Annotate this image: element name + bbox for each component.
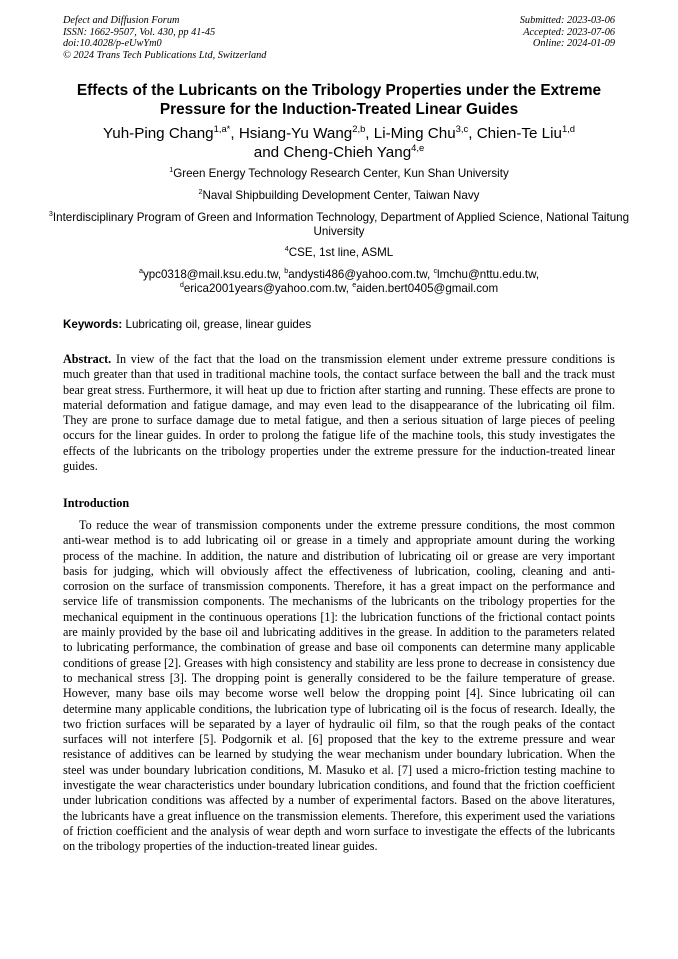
accepted-date: Accepted: 2023-07-06 <box>523 26 615 38</box>
affiliation-text: Green Energy Technology Research Center, Kun Shan University <box>173 167 509 180</box>
author-name: Hsiang-Yu Wang <box>238 125 353 142</box>
online-date: Online: 2024-01-09 <box>532 38 615 50</box>
introduction-paragraph: To reduce the wear of transmission components under the extreme pressure conditions, the most common anti-wear method is to add lubricating oil or grease in a timely and appropriate amount during the working process of the machine. In addition, the nature and distribution of lubricating oil or grease are very important basis for judging, which will obviously affect the effectiveness of lubrication, cooling, cleaning and anti-corrosion on the surface of transmission components. Therefore, it has a great impact on the performance and service life of transmission components. The mechanisms of the lubricants on the tribology properties for the mechanical equipment in the continuous operations [1]: the lubrication functions of the frictional contact points are mainly provided by the base oil and lubricating additives in the grease. In addition to the parameters related to lubricating performance, the combination of grease and base oil components can determine many applicable conditions of grease [2]. Greases with high consistency and stability are less prone to decrease in consistency due to mechanical stress [3]. The dropping point is generally considered to be the failure temperature of grease. However, many base oils may become worse well below the dropping point [4]. Since lubricating oil can determine many applicable conditions, the lubrication type of lubricating oil is the focus of research. Ideally, the two friction surfaces will be separated by a layer of hydraulic oil film, so that the rough peaks of the contact surfaces will not interfere [5]. Podgornik et al. [6] proposed that the key to the extreme pressure and wear resistance of additives can be learned by studying the wear mechanism under boundary lubrication. When the steel was under boundary lubrication conditions, M. Masuko et al. [7] used a micro-friction testing machine to investigate the wear characteristics under boundary lubrication conditions, and found that the friction coefficient under lubrication conditions was affected by a number of experimental factors. Based on the above literatures, the lubricants have a great influence on the transmission elements. Therefore, this experiment used the variations of friction coefficient and the analysis of wear depth and worn surface to investigate the effects of the lubricants on the tribology properties of the induction-treated linear guides. <box>63 518 615 854</box>
author-superscript: 1,d <box>561 122 576 134</box>
copyright: © 2024 Trans Tech Publications Ltd, Switzerland <box>63 49 267 61</box>
author-separator: , <box>230 125 235 142</box>
publication-dates <box>520 15 615 50</box>
email-superscript: c <box>433 266 438 276</box>
affiliation-3 <box>40 211 638 240</box>
affiliation-superscript: 4 <box>284 244 289 254</box>
author-superscript: 3,c <box>455 122 469 134</box>
email-address: erica2001years@yahoo.com.tw <box>183 282 346 296</box>
affiliation-superscript: 1 <box>169 165 174 175</box>
email-address: ypc0318@mail.ksu.edu.tw <box>142 268 278 281</box>
affiliation-text: Interdisciplinary Program of Green and Information Technology, Department of Applied Science, National Taitung University <box>52 211 630 239</box>
email-address: andysti486@yahoo.com.tw <box>288 268 427 281</box>
email-line-2: $^d$erica2001years@yahoo.com.tw, $^e$aiden.bert0405@gmail.com <box>179 280 499 296</box>
author-name: Yuh-Ping Chang <box>102 125 214 142</box>
author-name: Chien-Te Liu <box>476 125 562 142</box>
abstract <box>63 352 615 474</box>
section-heading-introduction: Introduction <box>63 496 130 510</box>
affiliation-1 <box>40 167 638 181</box>
email-superscript: e <box>352 280 357 290</box>
author-superscript: 2,b <box>352 122 366 134</box>
author-conjunction: and <box>253 144 280 161</box>
keywords-label: Keywords: <box>63 318 123 331</box>
email-address: lmchu@nttu.edu.tw <box>437 268 536 281</box>
email-line-1: $^a$ypc0318@mail.ksu.edu.tw, $^b$andysti486@yahoo.com.tw, $^c$lmchu@nttu.edu.tw, <box>138 266 540 281</box>
author-list <box>40 124 638 162</box>
doi: doi:10.4028/p-eUwYm0 <box>63 38 162 50</box>
keywords-text: Lubricating oil, grease, linear guides <box>125 318 312 331</box>
submitted-date: Submitted: 2023-03-06 <box>519 15 615 26</box>
author-line-1 <box>40 124 638 143</box>
abstract-label: Abstract. <box>63 352 112 366</box>
journal-info <box>63 15 266 61</box>
affiliation-text: Naval Shipbuilding Development Center, Taiwan Navy <box>202 189 480 202</box>
author-superscript: 4,e <box>411 141 425 153</box>
author-separator: , <box>468 125 473 142</box>
author-name: Li-Ming Chu <box>373 125 456 142</box>
affiliation-2 <box>40 189 638 203</box>
abstract-text: In view of the fact that the load on the transmission element under extreme pressure conditions is much greater than that used in traditional machine tools, the contact surface between the ball and the track must bear great stress. Furthermore, it will heat up due to friction after starting and running. These effects are prone to material deformation and fatigue damage, and may even lead to the disappearance of the lubricating oil film. They are prone to surface damage due to metal fatigue, and then a serious situation of large pieces of peeling occurs for the linear guides. In order to prolong the fatigue life of the machine tools, this study investigates the effects of the lubricants on the tribology properties under the extreme pressure for the induction-treated linear guides. <box>63 352 615 474</box>
email-superscript: d <box>179 280 184 290</box>
affiliation-4 <box>40 246 638 260</box>
author-emails <box>40 268 638 297</box>
author-name: Cheng-Chieh Yang <box>283 144 412 161</box>
issn-volume: ISSN: 1662-9507, Vol. 430, pp 41-45 <box>63 26 216 38</box>
affiliation-text: CSE, 1st line, ASML <box>288 246 394 259</box>
paper-title <box>40 81 638 119</box>
author-line-2 <box>40 143 638 162</box>
title-line-2: Pressure for the Induction-Treated Linear Guides <box>159 101 519 118</box>
email-superscript: a <box>138 266 143 276</box>
author-superscript: 1,a* <box>213 122 231 134</box>
title-line-1: Effects of the Lubricants on the Tribology Properties under the Extreme <box>76 82 602 99</box>
journal-name: Defect and Diffusion Forum <box>63 15 180 26</box>
affiliation-superscript: 2 <box>198 187 203 197</box>
affiliation-superscript: 3 <box>48 209 53 219</box>
keywords <box>63 318 615 332</box>
email-address: aiden.bert0405@gmail.com <box>356 282 499 296</box>
email-superscript: b <box>284 266 289 276</box>
author-separator: , <box>365 125 370 142</box>
